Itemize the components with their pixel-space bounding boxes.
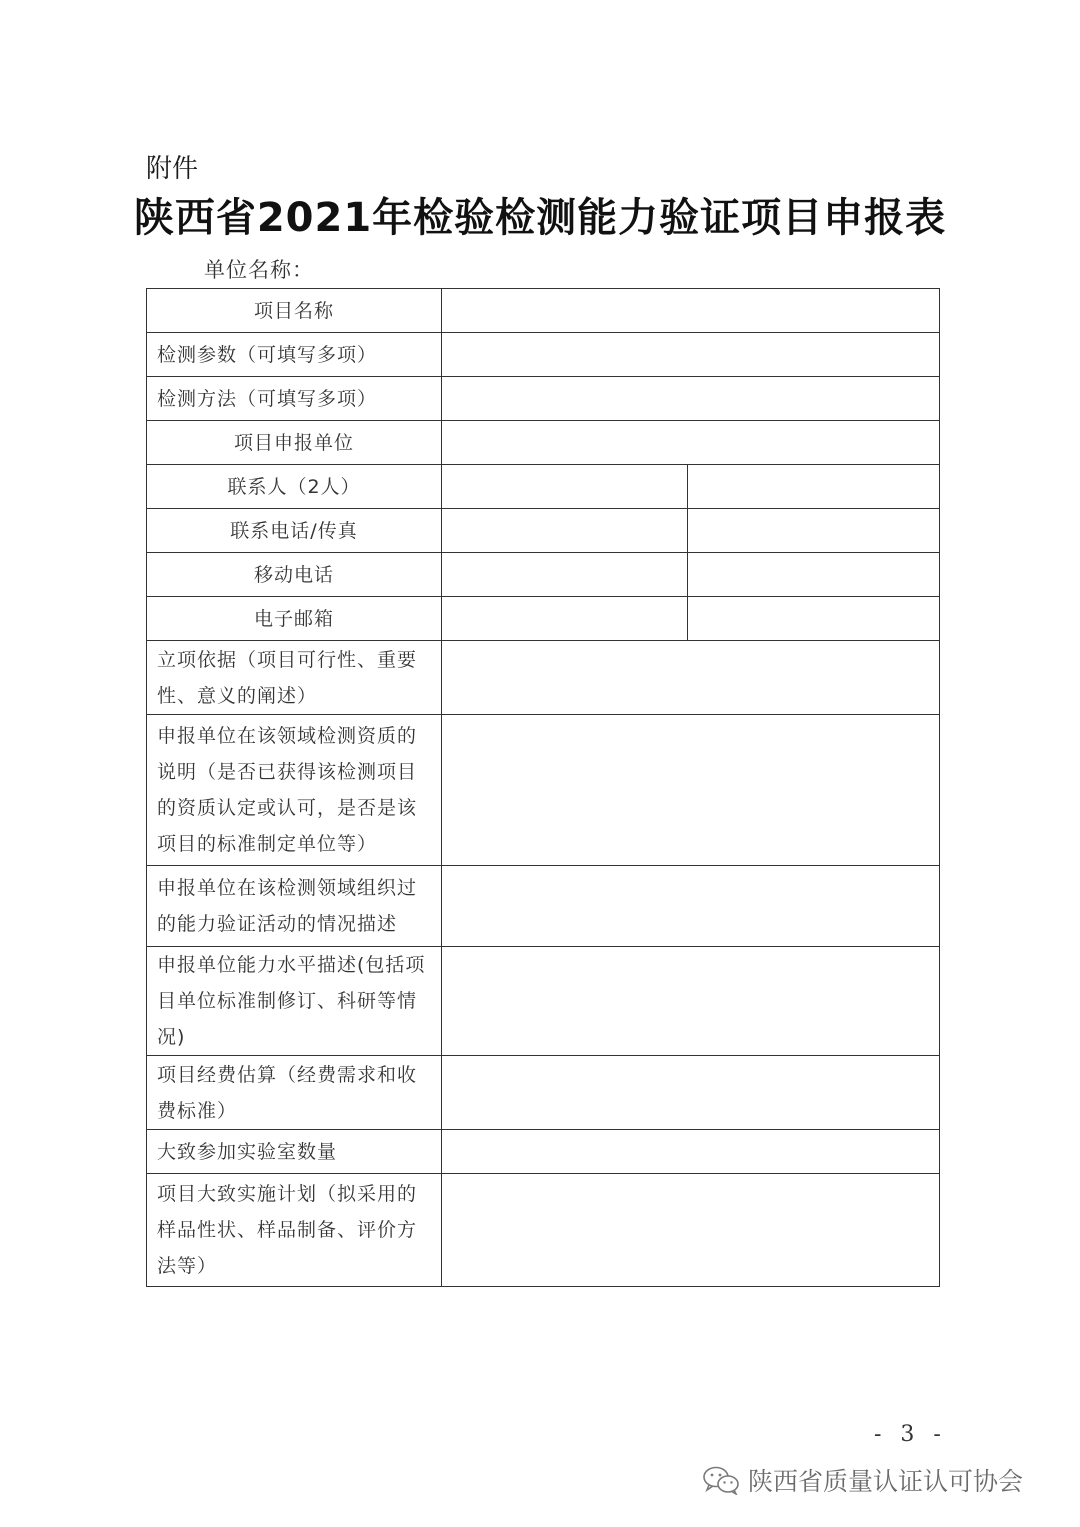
unit-name-label: 单位名称： (204, 258, 314, 282)
form-row (147, 333, 940, 377)
form-row-label: 检测方法（可填写多项） (147, 377, 442, 421)
form-row-label: 联系人（2人） (147, 465, 442, 509)
form-row (147, 947, 940, 1056)
form-input-cell[interactable] (442, 289, 940, 333)
watermark-text: 陕西省质量认证认可协会 (748, 1467, 1024, 1496)
form-row (147, 597, 940, 641)
form-input-cell[interactable] (442, 1130, 940, 1174)
form-row (147, 1056, 940, 1130)
form-row-label: 申报单位在该领域检测资质的说明（是否已获得该检测项目的资质认定或认可，是否是该项目的标准制定单位等） (147, 715, 442, 866)
form-input-cell[interactable] (442, 1174, 940, 1287)
form-input-cell-left[interactable] (442, 509, 688, 553)
form-row-label: 项目经费估算（经费需求和收费标准） (147, 1056, 442, 1130)
form-row (147, 641, 940, 715)
form-input-cell[interactable] (442, 421, 940, 465)
form-input-cell-left[interactable] (442, 597, 688, 641)
form-row (147, 1174, 940, 1287)
form-row-label: 检测参数（可填写多项） (147, 333, 442, 377)
form-input-cell[interactable] (442, 377, 940, 421)
form-row-label: 电子邮箱 (147, 597, 442, 641)
page-number: - 3 - (874, 1422, 947, 1447)
form-row (147, 1130, 940, 1174)
application-form-table (146, 288, 940, 1287)
watermark (702, 1462, 1023, 1498)
form-row (147, 421, 940, 465)
form-row (147, 553, 940, 597)
form-row-label: 项目申报单位 (147, 421, 442, 465)
form-row-label: 申报单位能力水平描述(包括项目单位标准制修订、科研等情况) (147, 947, 442, 1056)
form-row (147, 509, 940, 553)
form-input-cell-left[interactable] (442, 553, 688, 597)
form-row-label: 联系电话/传真 (147, 509, 442, 553)
form-input-cell[interactable] (442, 1056, 940, 1130)
form-input-cell-right[interactable] (688, 509, 940, 553)
form-row-label: 申报单位在该检测领域组织过的能力验证活动的情况描述 (147, 866, 442, 947)
form-input-cell[interactable] (442, 641, 940, 715)
form-input-cell[interactable] (442, 715, 940, 866)
form-row (147, 377, 940, 421)
form-row (147, 465, 940, 509)
form-input-cell[interactable] (442, 947, 940, 1056)
form-input-cell-left[interactable] (442, 465, 688, 509)
form-row-label: 大致参加实验室数量 (147, 1130, 442, 1174)
form-row-label: 立项依据（项目可行性、重要性、意义的阐述） (147, 641, 442, 715)
form-row-label: 移动电话 (147, 553, 442, 597)
form-input-cell-right[interactable] (688, 553, 940, 597)
form-input-cell[interactable] (442, 333, 940, 377)
form-row (147, 289, 940, 333)
attachment-label: 附件 (146, 154, 199, 184)
form-input-cell[interactable] (442, 866, 940, 947)
form-row (147, 715, 940, 866)
form-input-cell-right[interactable] (688, 597, 940, 641)
form-row-label: 项目大致实施计划（拟采用的样品性状、样品制备、评价方法等） (147, 1174, 442, 1287)
wechat-icon (702, 1465, 740, 1495)
page-title: 陕西省2021年检验检测能力验证项目申报表 (133, 195, 947, 241)
form-input-cell-right[interactable] (688, 465, 940, 509)
form-row-label: 项目名称 (147, 289, 442, 333)
form-row (147, 866, 940, 947)
